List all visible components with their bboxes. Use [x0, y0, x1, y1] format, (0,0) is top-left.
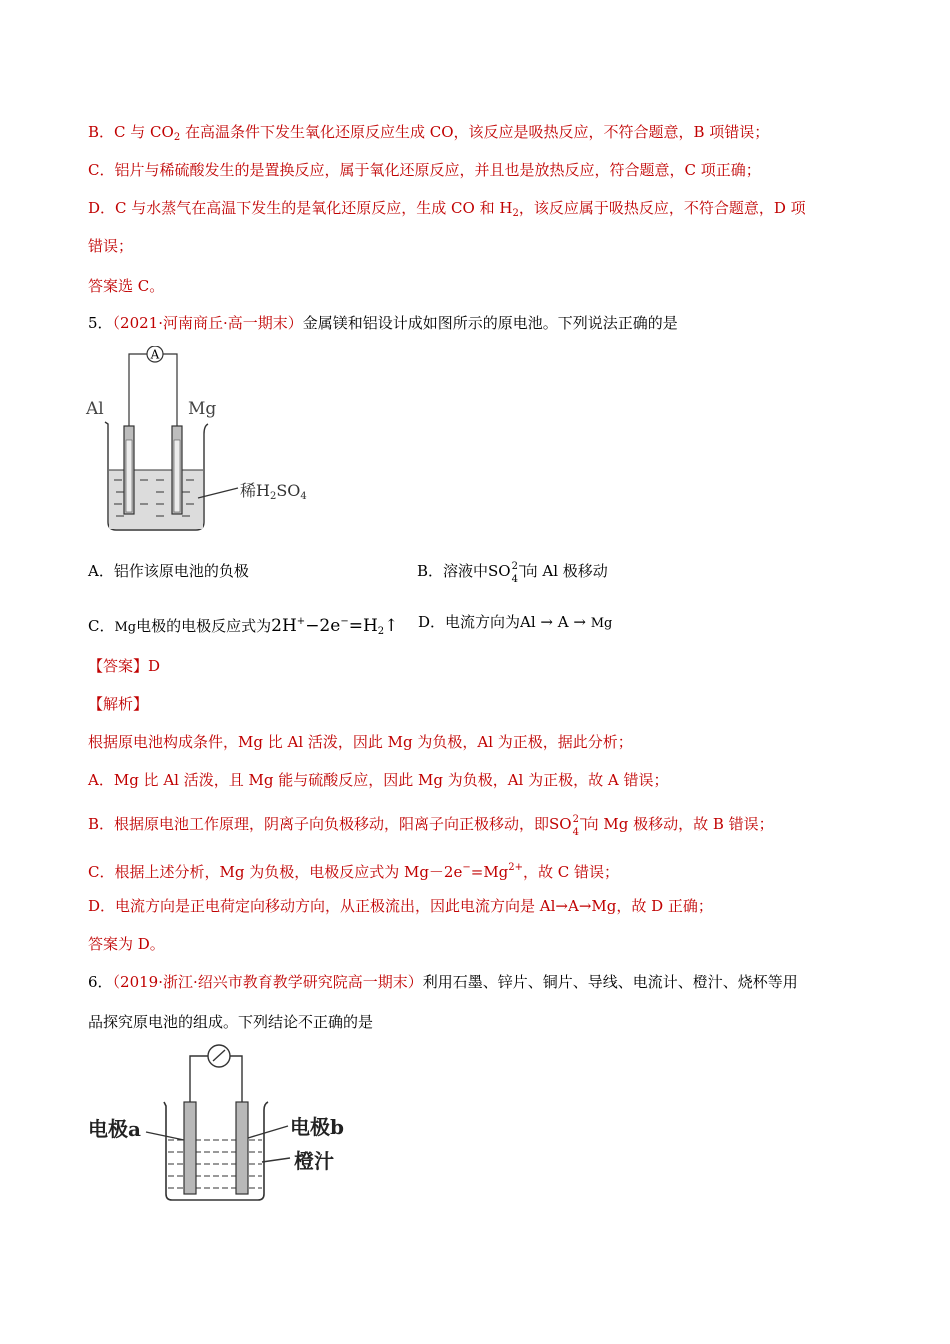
orange-juice-label: 橙汁: [294, 1149, 334, 1173]
q5-stem: 5．（2021·河南商丘·高一期末）金属镁和铝设计成如图所示的原电池。下列说法正确的是: [88, 314, 678, 332]
q5-analysis-answer: 答案为 D。: [88, 935, 165, 953]
h2so4-label: 稀H2SO4: [240, 481, 307, 502]
q4-option-b-analysis: B．C 与 $CO_2$ 在高温条件下发生氧化还原反应生成 CO，该反应是吸热反应，不符合题意，B 项错误；: [88, 123, 770, 143]
q6-source: （2019·浙江·绍兴市教育教学研究院高一期末）: [112, 973, 423, 991]
electrode-a-label: 电极a: [88, 1117, 141, 1141]
q4-answer: 答案选 C。: [88, 277, 165, 295]
q5-analysis-c: C．根据上述分析，Mg 为负极，电极反应式为 $Mg-2e^-=Mg^{2+}$，故 C 错误；: [88, 862, 620, 881]
electrode-a: [184, 1102, 196, 1194]
q5-option-b[interactable]: B．溶液中SO 2− 4 向 Al 极移动: [417, 561, 608, 585]
q5-analysis-b: B．根据原电池工作原理，阴离子向负极移动，阳离子向正极移动，即SO 2− 4 向 Mg 极移动，故 B 错误；: [88, 814, 774, 838]
q4-option-d-analysis: D．C 与水蒸气在高温下发生的是氧化还原反应，生成 CO 和 $H_2$，该反应属于吸热反应，不符合题意，D 项: [88, 199, 806, 219]
q5-source: （2021·河南商丘·高一期末）: [112, 314, 303, 332]
q5-analysis-intro: 根据原电池构成条件，Mg 比 Al 活泼，因此 Mg 为负极，Al 为正极，据此分析；: [88, 733, 633, 751]
q4-option-c-analysis: C．铝片与稀硫酸发生的是置换反应，属于氧化还原反应，并且也是放热反应，符合题意，C 项正确；: [88, 161, 761, 179]
q6-stem-line1: 6．（2019·浙江·绍兴市教育教学研究院高一期末）利用石墨、锌片、铜片、导线、电流计、橙汁、烧杯等用: [88, 973, 798, 991]
q5-option-d[interactable]: D．电流方向为Al → A → Mg: [418, 613, 613, 631]
electrode-b: [236, 1102, 248, 1194]
q5-battery-figure: [82, 346, 342, 546]
q5-analysis-label: 【解析】: [88, 695, 149, 713]
q5-analysis-a: A．Mg 比 Al 活泼，且 Mg 能与硫酸反应，因此 Mg 为负极，Al 为正极，故 A 错误；: [88, 771, 669, 789]
electrode-b-label: 电极b: [290, 1115, 344, 1139]
al-label: Al: [86, 399, 104, 419]
mg-label: Mg: [188, 399, 217, 419]
q6-stem-line2: 品探究原电池的组成。下列结论不正确的是: [88, 1013, 374, 1031]
q6-battery-figure: [84, 1044, 384, 1204]
q5-answer: 【答案】D: [88, 657, 161, 675]
ammeter-label: A: [150, 347, 160, 362]
q4-option-d-analysis-cont: 错误；: [88, 237, 134, 255]
q5-option-a[interactable]: A．铝作该原电池的负极: [88, 562, 249, 580]
q5-analysis-d: D．电流方向是正电荷定向移动方向，从正极流出，因此电流方向是 Al→A→Mg，故 D 正确；: [88, 897, 713, 915]
q5-option-c[interactable]: C．Mg电极的电极反应式为$2H^+-2e^-=H_2↑$: [88, 616, 399, 637]
